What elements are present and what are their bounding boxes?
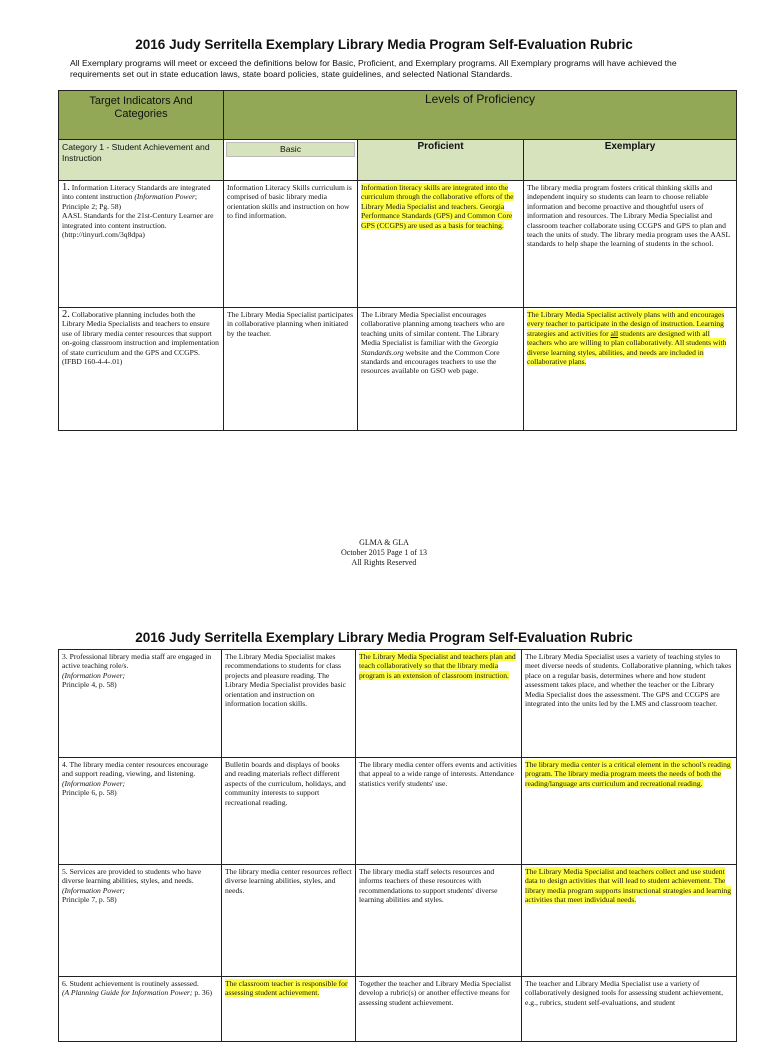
- proficient-cell: The library media center offers events and activities that appeal to a wide range of interests. Attendance statistics verify students' use.: [356, 758, 522, 865]
- proficient-cell: The library media staff selects resources and informs teachers of these resources with recommendations to support students' diverse learning abilities and styles.: [356, 865, 522, 977]
- exemplary-cell: The Library Media Specialist and teachers collect and use student data to design activities that will lead to student achievement. The library media program supports instructional strategies and learning activities that meet individual needs.: [522, 865, 737, 977]
- exemplary-cell: The Library Media Specialist uses a variety of teaching styles to meet diverse needs of students. Collaborative planning, which takes place on a regular basis, determines where and how student assessment takes place, and whether the teacher or the Library Media Specialist does the assessment. The GPS and CCGPS are integrated into the units led by the LMS and classroom teacher.: [522, 650, 737, 758]
- basic-cell: The Library Media Specialist makes recommendations to students for class projects and pleasure reading. The Library Media Specialist provides basic orientation and instruction on information location skills.: [222, 650, 356, 758]
- proficient-header: Proficient: [358, 140, 524, 181]
- intro-paragraph: All Exemplary programs will meet or exceed the definitions below for Basic, Proficient, and Exemplary programs. All Exemplary programs will have achieved the requirements set out in state education laws, state board policies, state guidelines, and selected National Standards.: [70, 58, 677, 79]
- proficient-cell: Together the teacher and Library Media Specialist develop a rubric(s) or another effective means for assessing student achievement.: [356, 977, 522, 1042]
- exemplary-cell: The library media program fosters critical thinking skills and independent inquiry so students can learn to choose reliable information and become proactive and thoughtful users of information and resources. The Library Media Specialist and classroom teacher collaborate using CCGPS and GPS to plan and teach the units of study. The library media program uses the AASL standards to help shape the learning of students in the school.: [524, 181, 737, 308]
- exemplary-header: Exemplary: [524, 140, 737, 181]
- indicator-cell: 5. Services are provided to students who have diverse learning abilities, styles, and needs. (Information Power; Principle 7, p. 58): [59, 865, 222, 977]
- page-footer: GLMA & GLA October 2015 Page 1 of 13 All Rights Reserved: [341, 538, 427, 567]
- proficient-cell: The Library Media Specialist encourages collaborative planning among teachers who are teaching units of similar content. The Library Media Specialist is familiar with the Georgia Standards.org website and the Common Core standards and encourages teachers to use the resources available on GSO web page.: [358, 308, 524, 431]
- indicator-cell: 2. Collaborative planning includes both the Library Media Specialists and teachers to ensure use of library media center resources that support on-going classroom instruction and implementation of state curriculum and the GPS and CCGPS. (IFBD 160-4-4-.01): [59, 308, 224, 431]
- basic-cell: The classroom teacher is responsible for assessing student achievement.: [222, 977, 356, 1042]
- levels-header: Levels of Proficiency: [224, 91, 737, 140]
- indicator-cell: 3. Professional library media staff are engaged in active teaching role/s. (Information Power; Principle 4, p. 58): [59, 650, 222, 758]
- proficient-cell: The Library Media Specialist and teachers plan and teach collaboratively so that the library media program is an extension of classroom instruction.: [356, 650, 522, 758]
- indicator-cell: 6. Student achievement is routinely assessed. (A Planning Guide for Information Power; p. 36): [59, 977, 222, 1042]
- target-indicators-header: Target Indicators And Categories: [59, 91, 224, 140]
- page2-title: 2016 Judy Serritella Exemplary Library Media Program Self-Evaluation Rubric: [135, 630, 633, 645]
- exemplary-cell: The teacher and Library Media Specialist use a variety of collaboratively designed tools for assessing student achievement, e.g., rubrics, student self-evaluations, and student: [522, 977, 737, 1042]
- indicator-cell: 1. Information Literacy Standards are integrated into content instruction (Information Power; Principle 2; Pg. 58) AASL Standards for the 21st-Century Learner are integrated into content instruction. (http://tinyurl.com/3q8dpa): [59, 181, 224, 308]
- exemplary-cell: The Library Media Specialist actively plans with and encourages every teacher to participate in the design of instruction. Learning strategies and activities for all students are designed with all teachers who are willing to plan collaboratively. All students with diverse learning styles, abilities, and needs are included in collaborative plans.: [524, 308, 737, 431]
- basic-cell: Information Literacy Skills curriculum is comprised of basic library media orientation skills and instruction on how to find information.: [224, 181, 358, 308]
- basic-cell: Bulletin boards and displays of books and reading materials reflect different aspects of the curriculum, holidays, and community interests to support recreational reading.: [222, 758, 356, 865]
- rubric-table-page1: [58, 90, 737, 431]
- basic-header: Basic: [226, 142, 355, 157]
- rubric-table-page2: [58, 649, 737, 1042]
- basic-cell: The Library Media Specialist participates in collaborative planning when initiated by the teacher.: [224, 308, 358, 431]
- basic-cell: The library media center resources reflect diverse learning abilities, styles, and needs.: [222, 865, 356, 977]
- indicator-cell: 4. The library media center resources encourage and support reading, viewing, and listening. (Information Power; Principle 6, p. 58): [59, 758, 222, 865]
- exemplary-cell: The library media center is a critical element in the school's reading program. The library media program meets the needs of both the reading/language arts curriculum and recreational reading.: [522, 758, 737, 865]
- page-title: 2016 Judy Serritella Exemplary Library Media Program Self-Evaluation Rubric: [135, 37, 633, 52]
- category-label: Category 1 - Student Achievement and Instruction: [59, 140, 224, 181]
- proficient-cell: Information literacy skills are integrated into the curriculum through the collaborative efforts of the Library Media Specialist and teachers. Georgia Performance Standards (GPS) and Common Core GPS (CCGPS) are used as a basis for teaching.: [358, 181, 524, 308]
